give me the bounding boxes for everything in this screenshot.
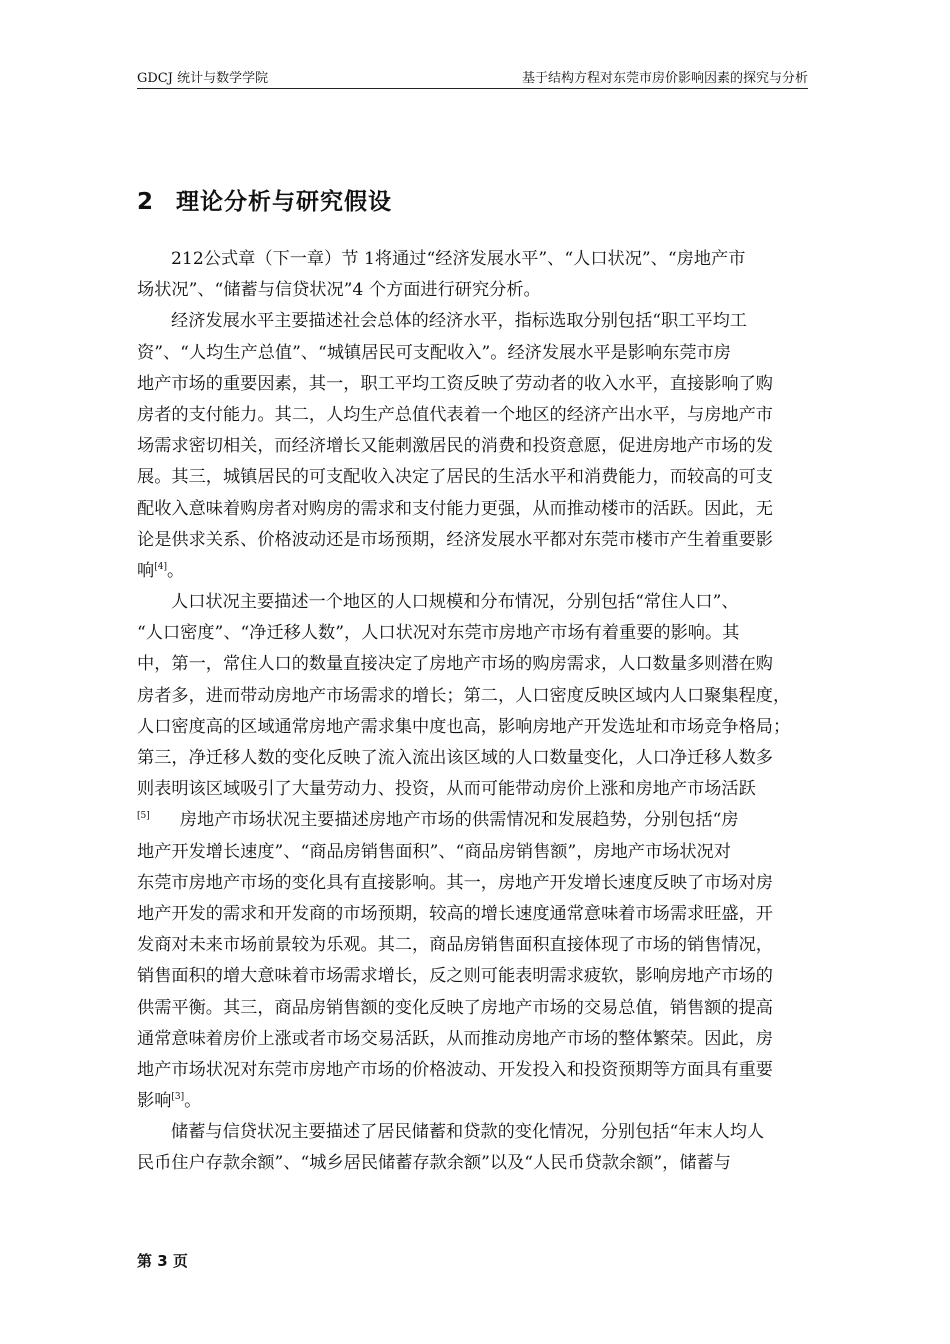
- text-line: 地产市场的重要因素，其一，职工平均工资反映了劳动者的收入水平，直接影响了购: [137, 373, 773, 394]
- text-line: 发商对未来市场前景较为乐观。其二，商品房销售面积直接体现了市场的销售情况，: [137, 935, 773, 956]
- text-line: 人口密度高的区域通常房地产需求集中度也高，影响房地产开发选址和市场竞争格局；: [137, 716, 791, 737]
- text-line: 论是供求关系、价格波动还是市场预期，经济发展水平都对东莞市楼市产生着重要影: [137, 529, 773, 550]
- text-line: 通常意味着房价上涨或者市场交易活跃，从而推动房地产市场的整体繁荣。因此，房: [137, 1028, 773, 1049]
- page-number: 第 3 页: [137, 1252, 188, 1270]
- text-line: “人口密度”、“净迁移人数”，人口状况对东莞市房地产市场有着重要的影响。其: [137, 623, 740, 644]
- body-text: [137, 244, 857, 1180]
- text-fragment: 房地产市场状况主要描述房地产市场的供需情况和发展趋势，分别包括“房: [179, 810, 739, 831]
- text-line: 民币住户存款余额”、“城乡居民储蓄存款余额”以及“人民币贷款余额”，储蓄与: [137, 1153, 731, 1174]
- text-line: 房者的支付能力。其二，人均生产总值代表着一个地区的经济产出水平，与房地产市: [137, 404, 773, 425]
- citation-ref: [5]: [137, 811, 150, 822]
- text-line: 地产开发的需求和开发商的市场预期，较高的增长速度通常意味着市场需求旺盛，开: [137, 903, 773, 924]
- text-line: 人口状况主要描述一个地区的人口规模和分布情况，分别包括“常住人口”、: [171, 592, 739, 613]
- text-line: 销售面积的增大意味着市场需求增长，反之则可能表明需求疲软，影响房地产市场的: [137, 966, 773, 987]
- citation-ref: [3]: [171, 1092, 185, 1103]
- text-line: 展。其三，城镇居民的可支配收入决定了居民的生活水平和消费能力，而较高的可支: [137, 467, 773, 488]
- text-fragment: 。: [166, 560, 185, 581]
- text-line: 资”、“人均生产总值”、“城镇居民可支配收入”。经济发展水平是影响东莞市房: [137, 342, 731, 363]
- section-heading: [137, 183, 392, 216]
- text-line: 中，第一，常住人口的数量直接决定了房地产市场的购房需求，人口数量多则潜在购: [137, 654, 773, 675]
- text-line: 212公式章（下一章）节 1将通过“经济发展水平”、“人口状况”、“房地产市: [171, 249, 746, 269]
- text-line: 则表明该区域吸引了大量劳动力、投资，从而可能带动房价上涨和房地产市场活跃: [137, 779, 756, 800]
- text-line: 地产开发增长速度”、“商品房销售面积”、“商品房销售额”，房地产市场状况对: [137, 841, 731, 862]
- text-line: [137, 1086, 857, 1117]
- text-line: 供需平衡。其三，商品房销售额的变化反映了房地产市场的交易总值，销售额的提高: [137, 997, 773, 1018]
- text-line: 储蓄与信贷状况主要描述了居民储蓄和贷款的变化情况，分别包括“年末人均人: [171, 1122, 765, 1143]
- text-line: 地产市场状况对东莞市房地产市场的价格波动、开发投入和投资预期等方面具有重要: [137, 1059, 773, 1080]
- text-line: 场需求密切相关，而经济增长又能刺激居民的消费和投资意愿，促进房地产市场的发: [137, 436, 773, 457]
- text-fragment: 。: [184, 1091, 202, 1112]
- text-line: [137, 556, 857, 587]
- section-number: 2: [137, 189, 155, 215]
- text-line: 房者多，进而带动房地产市场需求的增长；第二，人口密度反映区域内人口聚集程度，: [137, 685, 791, 706]
- section-title: 理论分析与研究假设: [176, 189, 393, 215]
- text-line: 东莞市房地产市场的变化具有直接影响。其一，房地产开发增长速度反映了市场对房: [137, 872, 773, 893]
- text-line: 配收入意味着购房者对购房的需求和支付能力更强，从而推动楼市的活跃。因此，无: [137, 498, 773, 519]
- text-fragment: 响: [137, 560, 155, 581]
- text-line: 第三，净迁移人数的变化反映了流入流出该区域的人口数量变化，人口净迁移人数多: [137, 748, 773, 768]
- text-fragment: 影响: [137, 1091, 172, 1112]
- text-line: 场状况”、“储蓄与信贷状况”4 个方面进行研究分析。: [137, 280, 541, 301]
- page-header: [137, 64, 808, 89]
- citation-ref: [4]: [154, 561, 167, 572]
- header-left-text: GDCJ 统计与数学学院: [137, 71, 269, 86]
- header-right-text: 基于结构方程对东莞市房价影响因素的探究与分析: [521, 71, 808, 86]
- text-line: 经济发展水平主要描述社会总体的经济水平，指标选取分别包括“职工平均工: [171, 311, 747, 332]
- text-line: [137, 805, 857, 836]
